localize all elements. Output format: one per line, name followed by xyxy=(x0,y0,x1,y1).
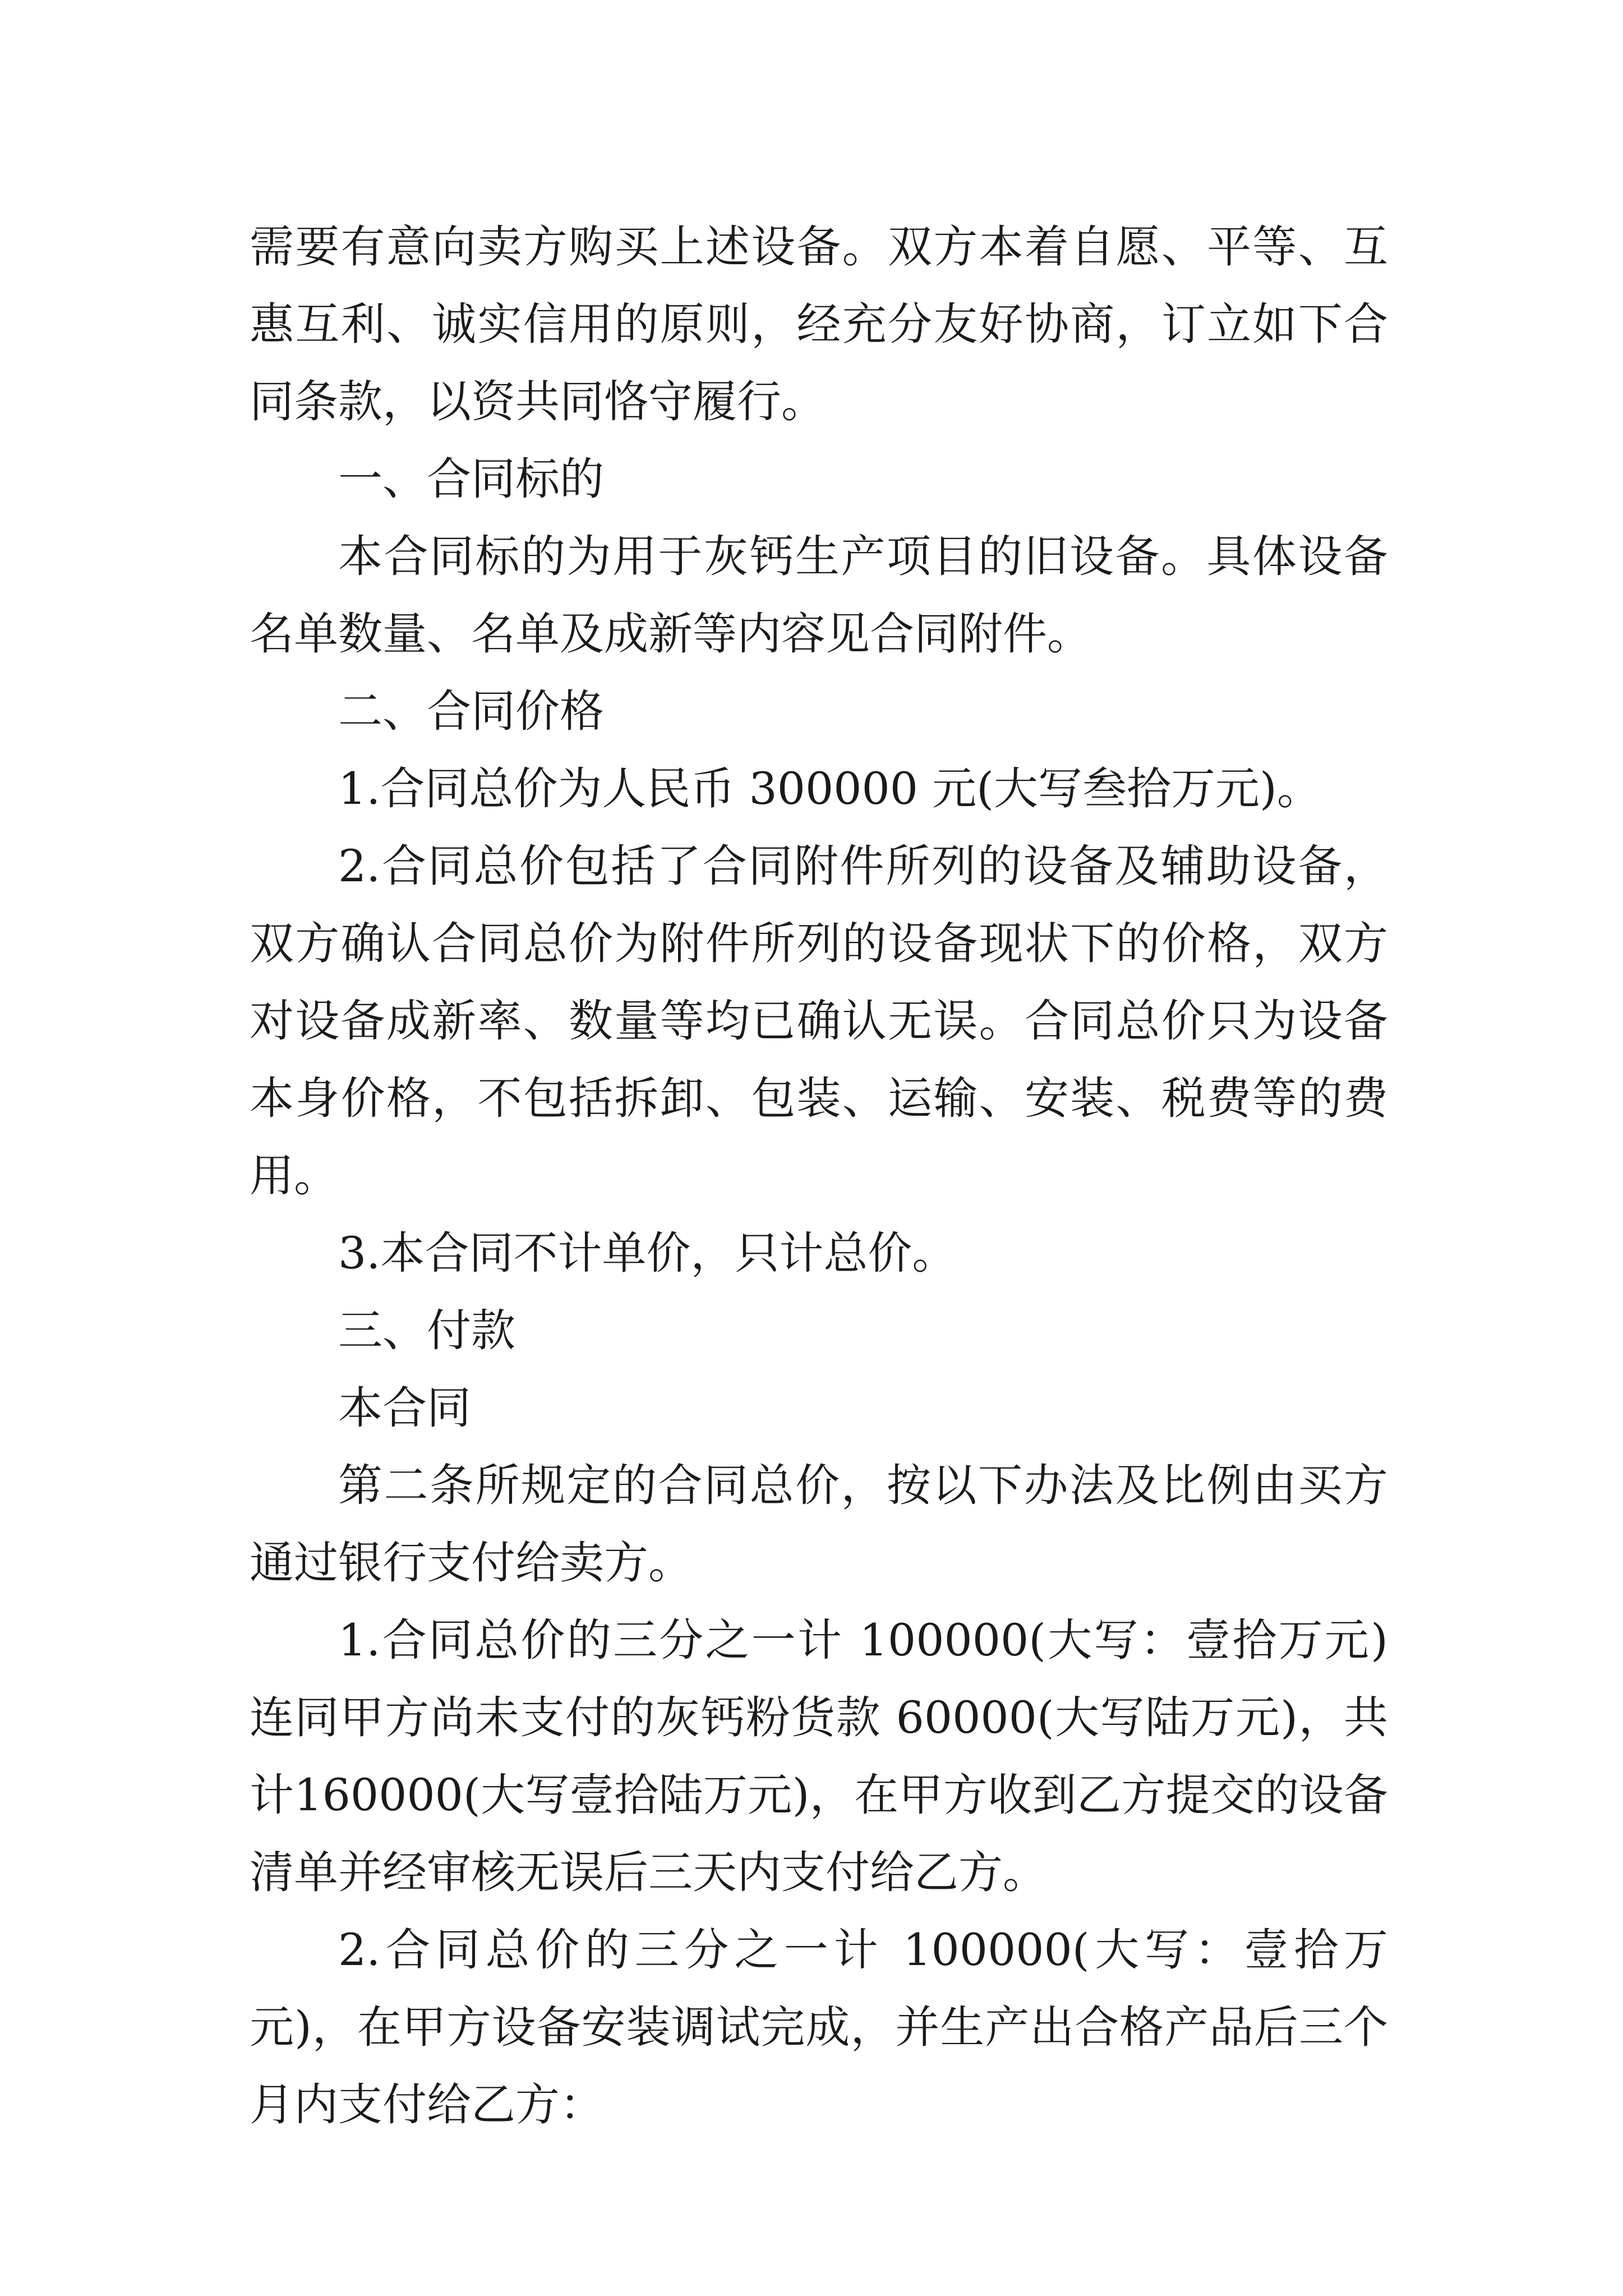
paragraph-payment-1: 1.合同总价的三分之一计 100000(大写：壹拾万元)连同甲方尚未支付的灰钙粉货款 60000(大写陆万元)，共计160000(大写壹拾陆万元)，在甲方收到乙方提交的设备清单并经审核无误后三天内支付给乙方。 xyxy=(250,1614,1388,1898)
paragraph-price-3: 3.本合同不计单价，只计总价。 xyxy=(338,1227,957,1279)
paragraph-price-2: 2.合同总价包括了合同附件所列的设备及辅助设备，双方确认合同总价为附件所列的设备现状下的价格，双方对设备成新率、数量等均已确认无误。合同总价只为设备本身价格，不包括拆卸、包装、运输、安装、税费等的费用。 xyxy=(250,840,1388,1202)
paragraph-payment-lead: 本合同 xyxy=(338,1382,471,1434)
section-heading-subject: 一、合同标的 xyxy=(338,453,604,505)
section-heading-price: 二、合同价格 xyxy=(338,685,604,737)
document-body xyxy=(250,208,1388,2143)
paragraph-payment-terms: 第二条所规定的合同总价，按以下办法及比例由买方通过银行支付给卖方。 xyxy=(250,1460,1388,1589)
paragraph-payment-2: 2.合同总价的三分之一计 100000(大写：壹拾万元)，在甲方设备安装调试完成，并生产出合格产品后三个月内支付给乙方： xyxy=(250,1924,1388,2131)
paragraph-subject: 本合同标的为用于灰钙生产项目的旧设备。具体设备名单数量、名单及成新等内容见合同附件。 xyxy=(250,531,1388,660)
paragraph-intro: 需要有意向卖方购买上述设备。双方本着自愿、平等、互惠互利、诚实信用的原则，经充分友好协商，订立如下合同条款，以资共同恪守履行。 xyxy=(250,221,1388,427)
section-heading-payment: 三、付款 xyxy=(338,1305,515,1356)
paragraph-price-1: 1.合同总价为人民币 300000 元(大写叁拾万元)。 xyxy=(338,763,1321,815)
